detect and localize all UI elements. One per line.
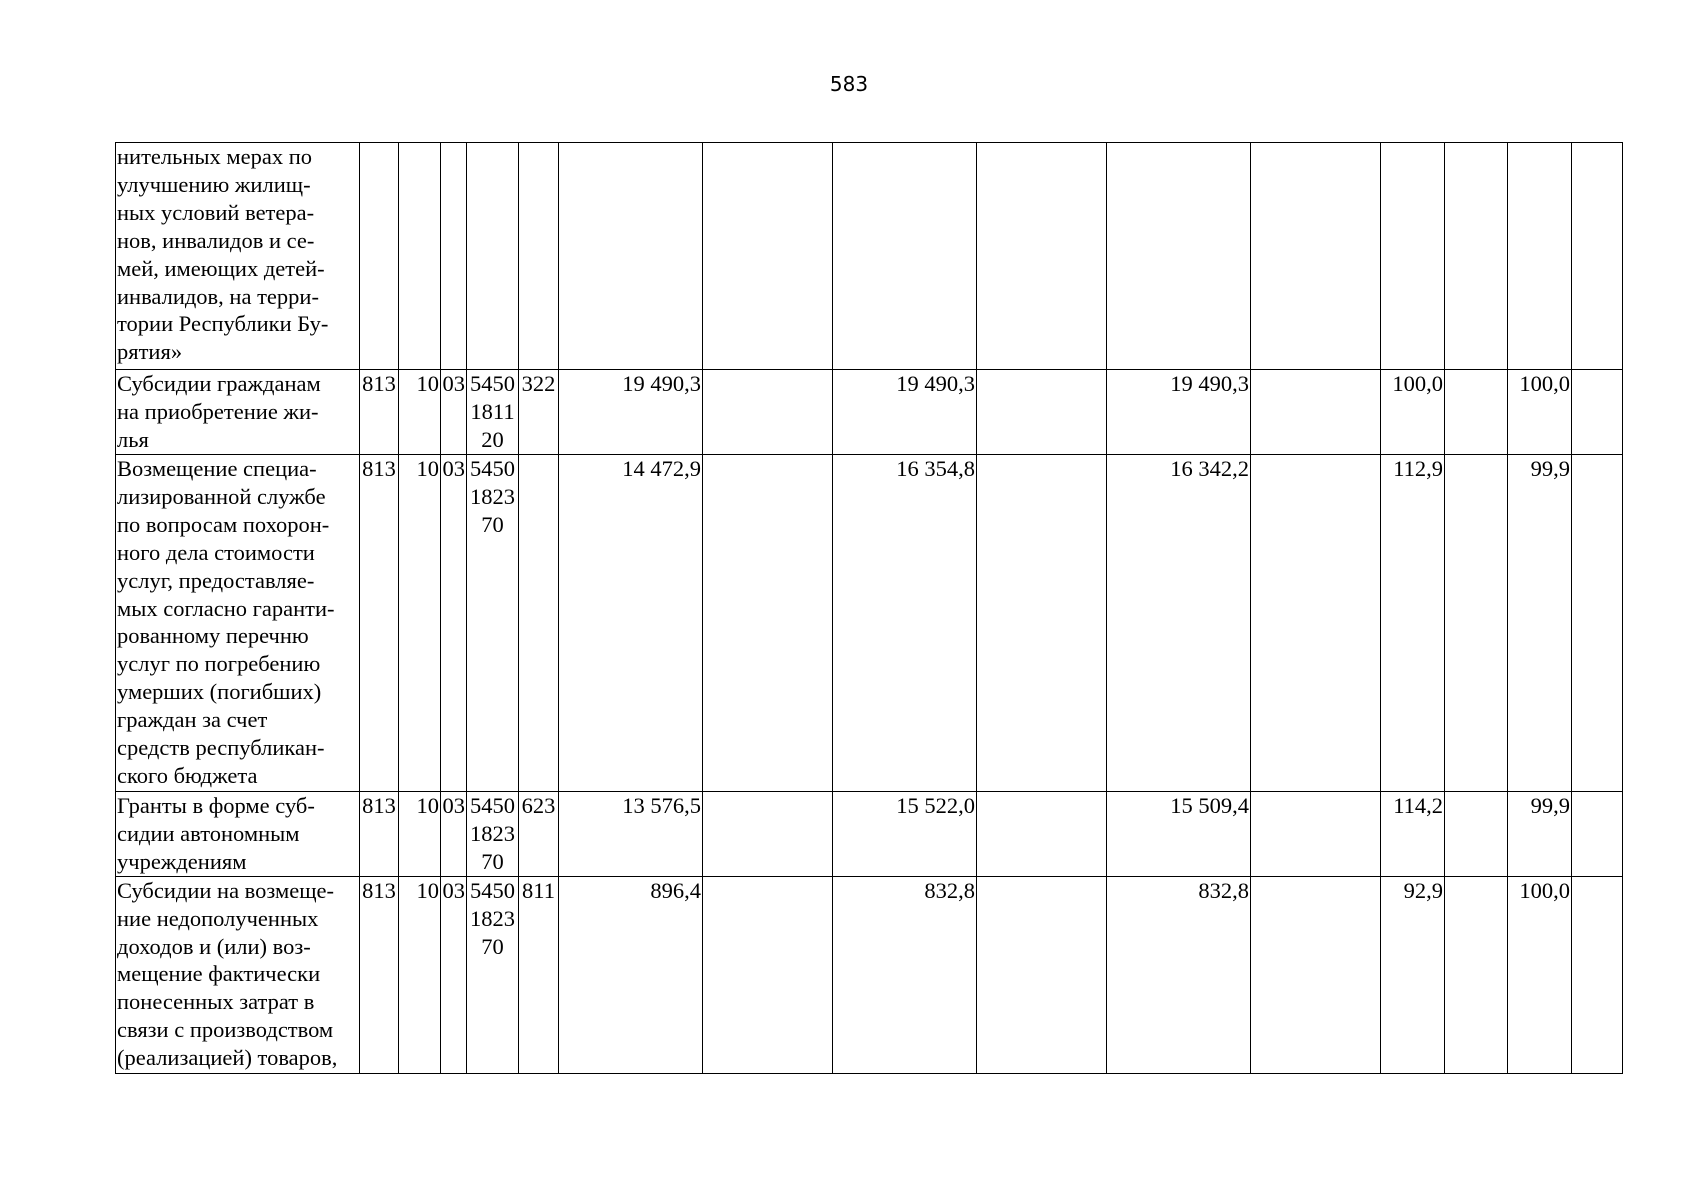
name-line: нительных мерах по — [117, 144, 313, 169]
name-line: ского бюджета — [117, 762, 258, 788]
name-line: Гранты в форме суб- — [117, 793, 315, 818]
pr-code-cell: 03 — [441, 455, 467, 792]
name-line: Субсидии гражданам — [117, 371, 321, 396]
value-3-cell: 832,8 — [833, 876, 977, 1073]
empty-cell — [1445, 143, 1508, 370]
name-line: лья — [117, 426, 149, 452]
value-1-cell: 896,4 — [559, 876, 703, 1073]
value-4-cell — [977, 143, 1107, 370]
name-line: услуг, предоставляе- — [117, 567, 315, 593]
percent-1-cell: 114,2 — [1381, 792, 1445, 877]
name-line: доходов и (или) воз- — [117, 933, 311, 959]
gr-code-cell: 813 — [360, 370, 399, 455]
name-line: ного дела стоимости — [117, 539, 315, 565]
csr-line: 5450 — [470, 877, 515, 903]
name-line: Возмещение специа- — [117, 456, 317, 481]
percent-2-cell: 99,9 — [1508, 792, 1572, 877]
percent-2-cell: 99,9 — [1508, 455, 1572, 792]
csr-code-cell — [467, 370, 519, 455]
value-1-cell: 13 576,5 — [559, 792, 703, 877]
value-5-cell: 19 490,3 — [1107, 370, 1251, 455]
name-line: рованному перечню — [117, 623, 309, 649]
pr-code-cell: 03 — [441, 792, 467, 877]
value-5-cell: 832,8 — [1107, 876, 1251, 1073]
expense-name-cell — [116, 792, 360, 877]
value-6-cell — [1251, 876, 1381, 1073]
percent-1-cell: 92,9 — [1381, 876, 1445, 1073]
expense-name-cell — [116, 455, 360, 792]
value-3-cell: 16 354,8 — [833, 455, 977, 792]
table-body — [116, 143, 1623, 1074]
name-line: тории Республики Бу- — [117, 311, 329, 337]
value-3-cell — [833, 143, 977, 370]
value-2-cell — [703, 792, 833, 877]
vr-code-cell — [519, 143, 559, 370]
percent-1-cell: 112,9 — [1381, 455, 1445, 792]
csr-code-cell — [467, 455, 519, 792]
name-line: рятия» — [117, 339, 183, 365]
value-4-cell — [977, 455, 1107, 792]
empty-cell — [1572, 455, 1623, 792]
empty-cell — [1572, 876, 1623, 1073]
value-1-cell — [559, 143, 703, 370]
percent-2-cell: 100,0 — [1508, 876, 1572, 1073]
name-line: понесенных затрат в — [117, 989, 315, 1015]
budget-table — [115, 142, 1623, 1074]
value-1-cell: 14 472,9 — [559, 455, 703, 792]
table-row — [116, 143, 1623, 370]
percent-1-cell — [1381, 143, 1445, 370]
value-6-cell — [1251, 370, 1381, 455]
csr-line: 1811 — [470, 398, 515, 424]
expense-name-cell — [116, 370, 360, 455]
vr-code-cell: 623 — [519, 792, 559, 877]
value-1-cell: 19 490,3 — [559, 370, 703, 455]
name-line: нов, инвалидов и се- — [117, 227, 315, 253]
csr-code-cell — [467, 876, 519, 1073]
percent-2-cell: 100,0 — [1508, 370, 1572, 455]
table-row — [116, 792, 1623, 877]
empty-cell — [1445, 876, 1508, 1073]
csr-line: 70 — [481, 848, 504, 874]
name-line: улучшению жилищ- — [117, 171, 311, 197]
vr-code-cell: 322 — [519, 370, 559, 455]
rz-code-cell: 10 — [399, 455, 441, 792]
value-2-cell — [703, 143, 833, 370]
value-6-cell — [1251, 455, 1381, 792]
gr-code-cell — [360, 143, 399, 370]
pr-code-cell: 03 — [441, 370, 467, 455]
name-line: связи с производством — [117, 1017, 334, 1043]
csr-line: 1823 — [470, 820, 515, 846]
name-line: средств республикан- — [117, 735, 325, 761]
value-4-cell — [977, 792, 1107, 877]
csr-code-cell — [467, 792, 519, 877]
table-row — [116, 876, 1623, 1073]
pr-code-cell — [441, 143, 467, 370]
value-2-cell — [703, 876, 833, 1073]
name-line: по вопросам похорон- — [117, 511, 330, 537]
rz-code-cell: 10 — [399, 792, 441, 877]
value-5-cell — [1107, 143, 1251, 370]
name-line: (реализацией) товаров, — [117, 1045, 338, 1071]
gr-code-cell: 813 — [360, 792, 399, 877]
name-line: учреждениям — [117, 848, 247, 874]
name-line: услуг по погребению — [117, 651, 321, 677]
pr-code-cell: 03 — [441, 876, 467, 1073]
name-line: инвалидов, на терри- — [117, 283, 319, 309]
gr-code-cell: 813 — [360, 876, 399, 1073]
empty-cell — [1445, 370, 1508, 455]
name-line: граждан за счет — [117, 707, 268, 733]
name-line: умерших (погибших) — [117, 679, 322, 705]
empty-cell — [1445, 455, 1508, 792]
csr-line: 1823 — [470, 483, 515, 509]
table-row — [116, 370, 1623, 455]
value-4-cell — [977, 370, 1107, 455]
name-line: на приобретение жи- — [117, 398, 319, 424]
csr-line: 5450 — [470, 371, 515, 396]
rz-code-cell — [399, 143, 441, 370]
value-6-cell — [1251, 143, 1381, 370]
value-2-cell — [703, 455, 833, 792]
csr-line: 20 — [481, 426, 504, 452]
table-row — [116, 455, 1623, 792]
expense-name-cell — [116, 143, 360, 370]
percent-1-cell: 100,0 — [1381, 370, 1445, 455]
name-line: ние недополученных — [117, 905, 319, 931]
name-line: мещение фактически — [117, 961, 321, 987]
name-line: Субсидии на возмеще- — [117, 877, 335, 903]
rz-code-cell: 10 — [399, 876, 441, 1073]
empty-cell — [1572, 143, 1623, 370]
name-line: сидии автономным — [117, 820, 300, 846]
name-line: мей, имеющих детей- — [117, 255, 325, 281]
csr-line: 70 — [481, 933, 504, 959]
value-3-cell: 19 490,3 — [833, 370, 977, 455]
csr-code-cell — [467, 143, 519, 370]
csr-line: 70 — [481, 511, 504, 537]
page-number: 583 — [829, 72, 869, 96]
value-5-cell: 16 342,2 — [1107, 455, 1251, 792]
expense-name-cell — [116, 876, 360, 1073]
value-6-cell — [1251, 792, 1381, 877]
value-5-cell: 15 509,4 — [1107, 792, 1251, 877]
empty-cell — [1572, 370, 1623, 455]
vr-code-cell — [519, 455, 559, 792]
csr-line: 5450 — [470, 456, 515, 481]
value-4-cell — [977, 876, 1107, 1073]
empty-cell — [1572, 792, 1623, 877]
csr-line: 1823 — [470, 905, 515, 931]
value-2-cell — [703, 370, 833, 455]
name-line: мых согласно гаранти- — [117, 595, 335, 621]
name-line: ных условий ветера- — [117, 199, 315, 225]
value-3-cell: 15 522,0 — [833, 792, 977, 877]
name-line: лизированной службе — [117, 483, 326, 509]
gr-code-cell: 813 — [360, 455, 399, 792]
rz-code-cell: 10 — [399, 370, 441, 455]
csr-line: 5450 — [470, 793, 515, 818]
empty-cell — [1445, 792, 1508, 877]
percent-2-cell — [1508, 143, 1572, 370]
vr-code-cell: 811 — [519, 876, 559, 1073]
